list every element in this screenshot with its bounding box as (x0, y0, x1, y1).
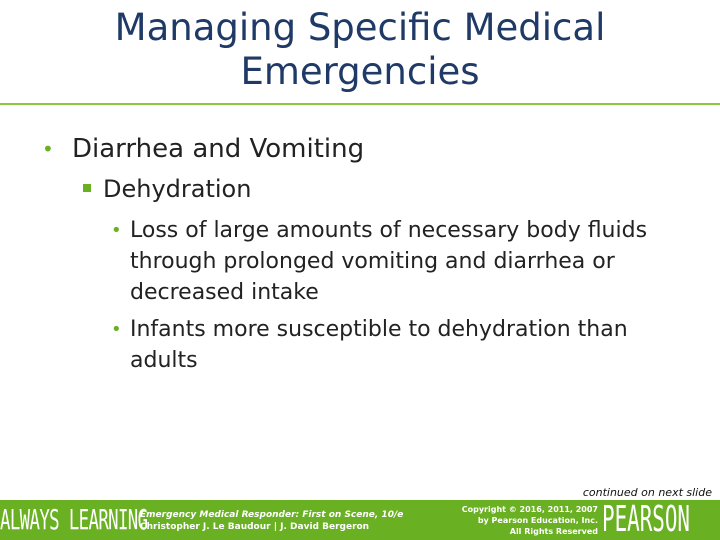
copyright-line-2: by Pearson Education, Inc. (477, 516, 598, 525)
footer-bar (0, 500, 720, 540)
copyright-line-1: Copyright © 2016, 2011, 2007 (461, 505, 598, 514)
bullet-dot-icon: • (111, 319, 122, 340)
always-learning-tagline: ALWAYS LEARNING (0, 503, 148, 536)
slide-title (0, 6, 720, 94)
continued-note: continued on next slide (582, 486, 712, 499)
pearson-logo: PEARSON (602, 499, 690, 540)
book-credit (140, 509, 430, 533)
copyright-line-3: All Rights Reserved (509, 527, 598, 536)
title-divider (0, 103, 720, 105)
title-line-1: Managing Specific Medical (114, 6, 606, 49)
title-line-2: Emergencies (240, 50, 480, 93)
bullet-level-3 (111, 314, 690, 376)
bullet-level-3 (111, 215, 690, 308)
book-authors: Christopher J. Le Baudour | J. David Bergeron (140, 522, 370, 532)
bullet-text: Diarrhea and Vomiting (72, 134, 365, 164)
bullet-text: Loss of large amounts of necessary body fluids through prolonged vomiting and diarrhea or decreased intake (130, 218, 648, 305)
bullet-level-2 (103, 174, 251, 204)
book-title: Emergency Medical Responder: First on Scene, 10/e (140, 510, 404, 520)
bullet-text: Dehydration (103, 175, 252, 203)
bullet-text: Infants more susceptible to dehydration than adults (130, 317, 628, 373)
bullet-dot-icon: • (111, 220, 122, 241)
bullet-dot-icon: • (42, 137, 54, 161)
bullet-square-icon (83, 184, 91, 192)
bullet-level-1 (42, 133, 365, 165)
copyright-notice (430, 504, 598, 537)
